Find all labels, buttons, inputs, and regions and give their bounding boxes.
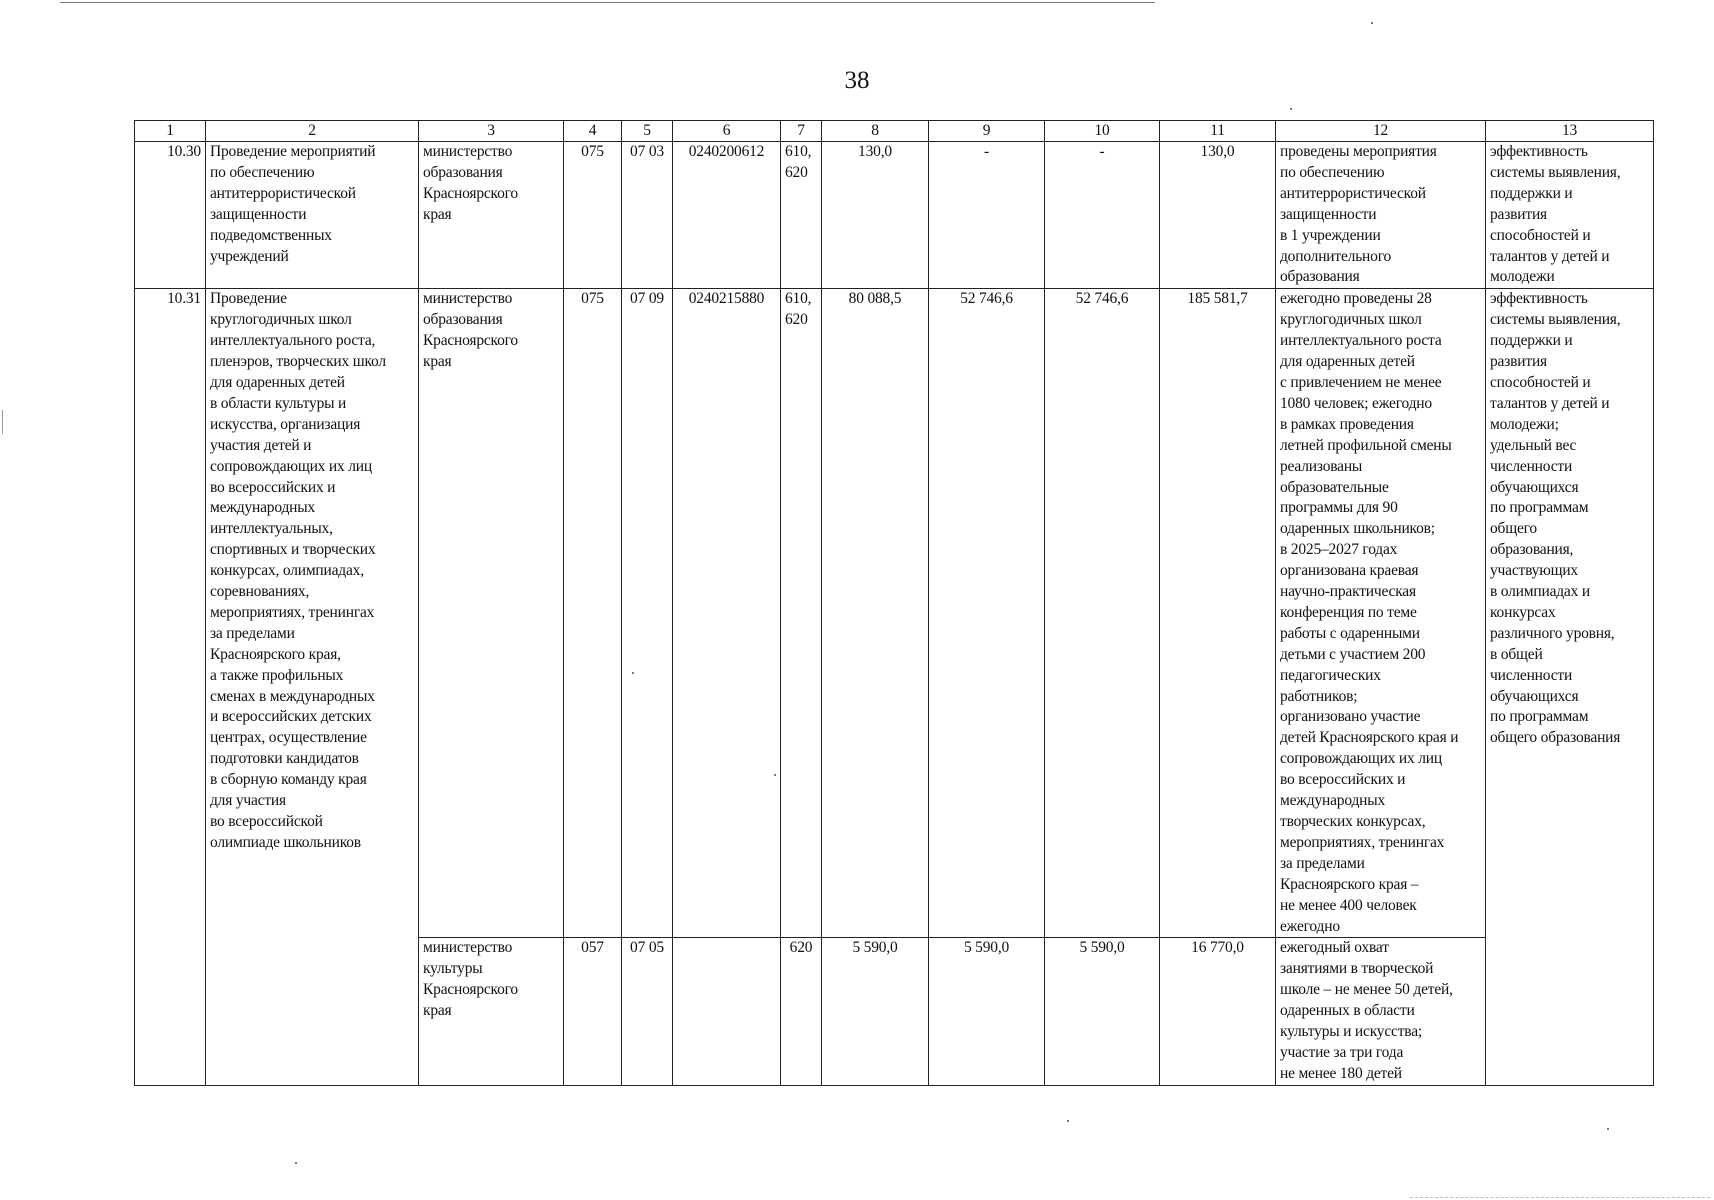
funding-2025: 80 088,5	[822, 289, 929, 938]
scan-speck	[1067, 1120, 1069, 1122]
header-col-10: 10	[1045, 121, 1160, 142]
csr-code: 0240215880	[673, 289, 781, 938]
grbs-code: 075	[564, 289, 622, 938]
scan-speck	[1607, 1128, 1609, 1130]
row-number: 10.31	[135, 289, 206, 1085]
header-col-4: 4	[564, 121, 622, 142]
row-number: 10.30	[135, 142, 206, 289]
table-row	[135, 289, 1654, 938]
expected-result: ежегодно проведены 28 круглогодичных школ интеллектуального роста для одаренных детей с привлечением не менее 1080 человек; ежегодно в рамках проведения летней профильной смены реализованы образовательные программы для 90 одаренных школьников; в 2025–2027 годах организована краевая научно-практическая конференция по теме работы с одаренными детьми с участием 200 педагогических работников; организовано участие детей Красноярского края и сопровождающих их лиц во всероссийских и международных творческих конкурсах, мероприятиях, тренингах за пределами Красноярского края – не менее 400 человек ежегодно	[1276, 289, 1486, 938]
scan-speck	[1290, 108, 1292, 110]
header-col-13: 13	[1486, 121, 1654, 142]
header-col-12: 12	[1276, 121, 1486, 142]
grbs-code: 057	[564, 938, 622, 1085]
scan-edge-top	[60, 2, 1155, 3]
rzpr-code: 07 03	[622, 142, 673, 289]
funding-2026: -	[929, 142, 1045, 289]
funding-2026: 52 746,6	[929, 289, 1045, 938]
expected-result: ежегодный охват занятиями в творческой школе – не менее 50 детей, одаренных в области культуры и искусства; участие за три года не менее 180 детей	[1276, 938, 1486, 1085]
vr-code: 610, 620	[781, 142, 822, 289]
table-row	[135, 142, 1654, 289]
header-col-11: 11	[1160, 121, 1276, 142]
target-indicator: эффективность системы выявления, поддержки и развития способностей и талантов у детей и молодежи; удельный вес численности обучающихся по программам общего образования, участвующих в олимпиадах и конкурсах различного уровня, в общей численности обучающихся по программам общего образования	[1486, 289, 1654, 1085]
header-col-7: 7	[781, 121, 822, 142]
header-col-6: 6	[673, 121, 781, 142]
header-col-5: 5	[622, 121, 673, 142]
scan-speck	[1371, 22, 1373, 24]
header-row	[135, 121, 1654, 142]
target-indicator: эффективность системы выявления, поддержки и развития способностей и талантов у детей и молодежи	[1486, 142, 1654, 289]
funding-2025: 130,0	[822, 142, 929, 289]
funding-total: 16 770,0	[1160, 938, 1276, 1085]
header-col-3: 3	[419, 121, 564, 142]
activity-name: Проведение мероприятий по обеспечению антитеррористической защищенности подведомственных учреждений	[206, 142, 419, 289]
expected-result: проведены мероприятия по обеспечению антитеррористической защищенности в 1 учреждении дополнительного образования	[1276, 142, 1486, 289]
rzpr-code: 07 09	[622, 289, 673, 938]
header-col-1: 1	[135, 121, 206, 142]
rzpr-code: 07 05	[622, 938, 673, 1085]
executor: министерство образования Красноярского края	[419, 289, 564, 938]
page-number: 38	[844, 67, 870, 94]
scan-speck	[295, 1162, 297, 1164]
header-col-8: 8	[822, 121, 929, 142]
csr-code: 0240200612	[673, 142, 781, 289]
executor: министерство образования Красноярского края	[419, 142, 564, 289]
funding-2027: -	[1045, 142, 1160, 289]
program-table	[134, 120, 1654, 1086]
funding-2025: 5 590,0	[822, 938, 929, 1085]
executor: министерство культуры Красноярского края	[419, 938, 564, 1085]
scan-edge-bottom	[1410, 1197, 1710, 1198]
grbs-code: 075	[564, 142, 622, 289]
funding-total: 130,0	[1160, 142, 1276, 289]
activity-name: Проведение круглогодичных школ интеллектуального роста, пленэров, творческих школ для одаренных детей в области культуры и искусства, организация участия детей и сопровождающих их лиц во всероссийских и международных интеллектуальных, спортивных и творческих конкурсах, олимпиадах, соревнованиях, мероприятиях, тренингах за пределами Красноярского края, а также профильных сменах в международных и всероссийских детских центрах, осуществление подготовки кандидатов в сборную команду края для участия во всероссийской олимпиаде школьников	[206, 289, 419, 1085]
header-col-9: 9	[929, 121, 1045, 142]
funding-2027: 52 746,6	[1045, 289, 1160, 938]
vr-code: 610, 620	[781, 289, 822, 938]
scan-edge-left	[2, 410, 3, 434]
funding-total: 185 581,7	[1160, 289, 1276, 938]
funding-2027: 5 590,0	[1045, 938, 1160, 1085]
header-col-2: 2	[206, 121, 419, 142]
csr-code	[673, 938, 781, 1085]
vr-code: 620	[781, 938, 822, 1085]
funding-2026: 5 590,0	[929, 938, 1045, 1085]
